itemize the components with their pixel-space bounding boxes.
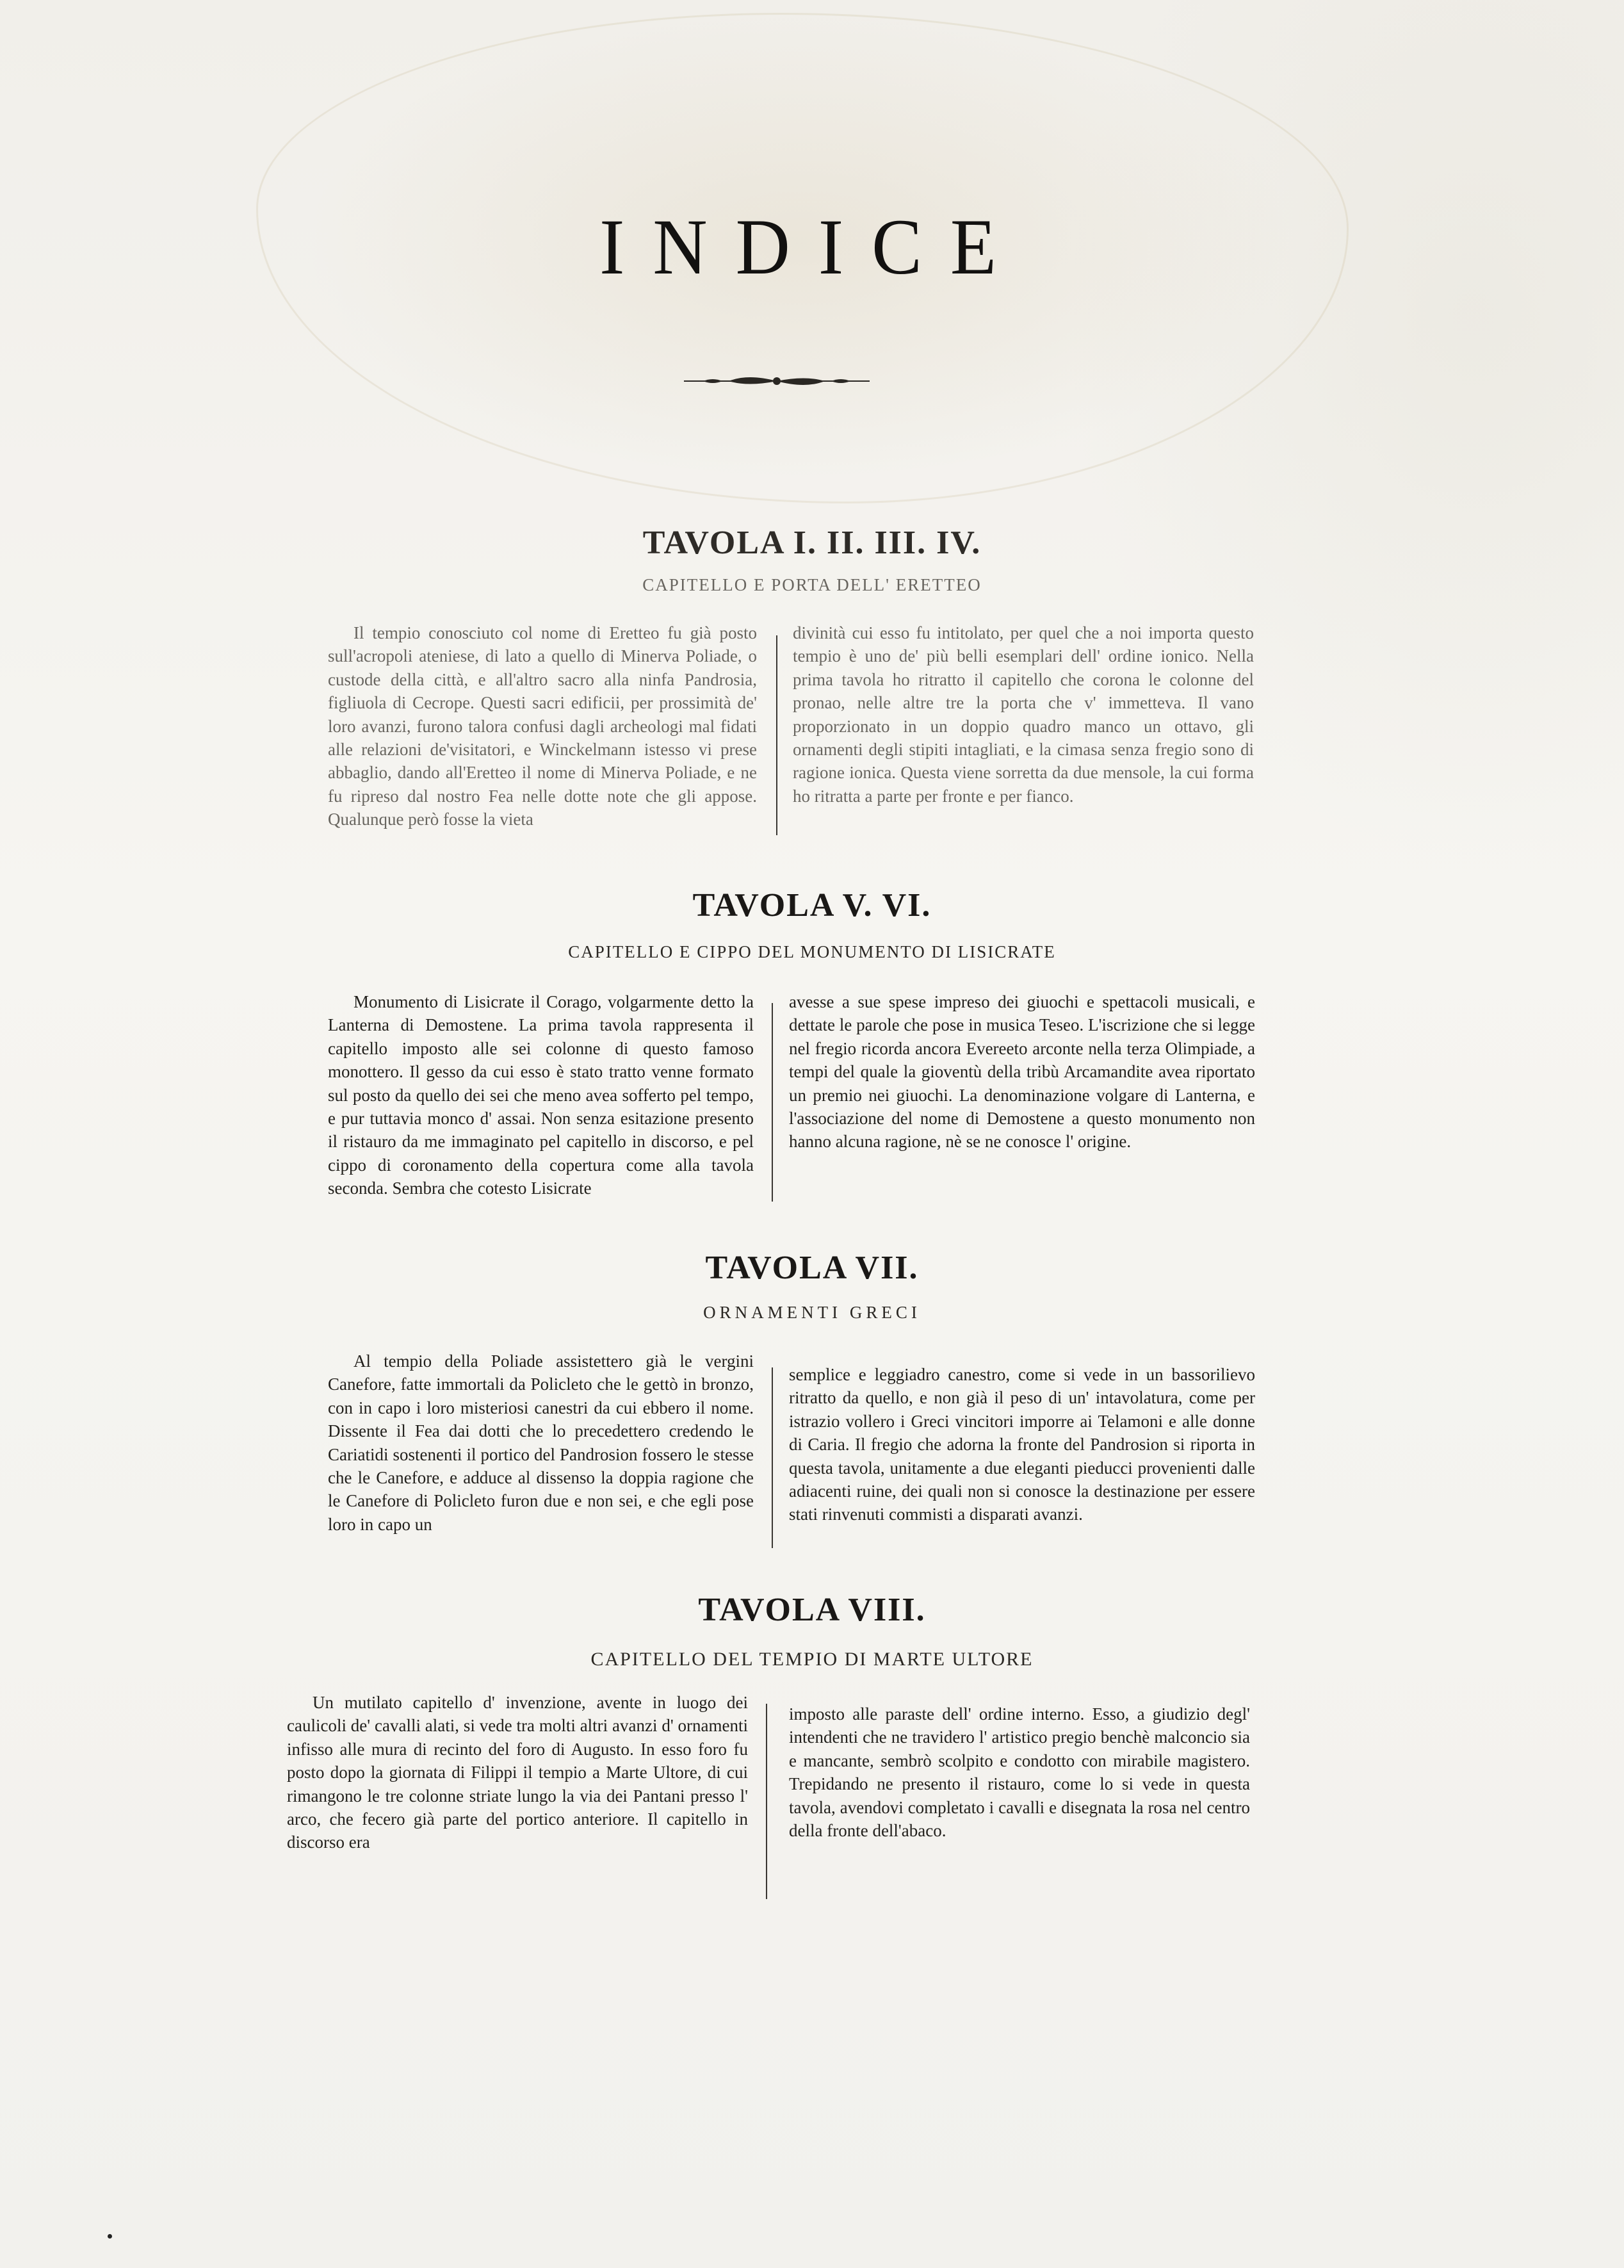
section-heading: TAVOLA V. VI. <box>692 887 932 924</box>
section-subtitle: ORNAMENTI GRECI <box>703 1303 921 1322</box>
ink-dot <box>108 2234 112 2239</box>
column-divider <box>772 1003 773 1202</box>
column-divider <box>766 1704 767 1899</box>
section-text-left: Monumento di Lisicrate il Corago, volgarmente detto la Lanterna di Demostene. La prima tavola rappresenta il capitello imposto alle sei colonne di questo famoso monottero. Il gesso da cui esso è stato tratto venne formato sul posto da quello dei sei che meno avea sofferto pel tempo, e pur tuttavia monco d' assai. Non senza esitazione presento il ristauro da me immaginato pel capitello in discorso, e pel cippo di coronamento della copertura come alla tavola seconda. Sembra che cotesto Lisicrate <box>328 992 754 1198</box>
section-text-left: Al tempio della Poliade assistettero già le vergini Canefore, fatte immortali da Policleto che le gettò in bronzo, con in capo i loro misteriosi canestri da cui ebbero il nome. Dissente il Fea dai dotti che lo precedettero credendo le Cariatidi sostenenti il portico del Pandrosion fossero le stesse che le Canefore, e adduce al dissenso la doppia ragione che le Canefore di Policleto furon due e non sei, e che egli pose loro in capo un <box>328 1351 754 1534</box>
section-heading: TAVOLA VIII. <box>698 1592 926 1628</box>
section-subtitle: CAPITELLO E PORTA DELL' ERETTEO <box>642 575 982 594</box>
section-subtitle: CAPITELLO E CIPPO DEL MONUMENTO DI LISICRATE <box>568 942 1056 961</box>
column-divider <box>772 1367 773 1548</box>
page-title: INDICE <box>599 202 1025 291</box>
ornamental-rule-icon <box>684 371 870 391</box>
section-heading: TAVOLA VII. <box>705 1250 919 1286</box>
section-text-right: imposto alle paraste dell' ordine interno. Esso, a giudizio degl' intendenti che ne travidero l' artistico pregio benchè malconcio sia e mancante, sembrò scolpito e condotto con mirabile magistero. Trepidando ne presento il ristauro, come lo si vede in questa tavola, avendovi completato i cavalli e disegnata la rosa nel centro della fronte dell'abaco. <box>789 1704 1250 1841</box>
section-text-right: avesse a sue spese impreso dei giuochi e spettacoli musicali, e dettate le parole che pose in musica Teseo. L'iscrizione che si legge nel fregio ricorda ancora Evereeto arconte nella terza Olimpiade, a tempi del quale la gioventù della tribù Arcamandite avea riportato un premio nei giuochi. La denominazione volgare di Lanterna, e l'associazione del nome di Demostene a questo monumento non hanno alcuna ragione, nè se ne conosce l' origine. <box>789 992 1255 1152</box>
section-text-right: divinità cui esso fu intitolato, per quel che a noi importa questo tempio è uno de' più belli esemplari dell' ordine ionico. Nella prima tavola ho ritratto il capitello che corona le colonne del pronao, nelle altre tre la porta che v' immetteva. Il vano proporzionato in un doppio quadro manco un ottavo, gli ornamenti degli stipiti intagliati, e la cimasa senza fregio sono di ragione ionica. Questa viene sorretta da due mensole, la cui forma ho ritratta a parte per fronte e per fianco. <box>793 623 1254 806</box>
section-heading: TAVOLA I. II. III. IV. <box>642 525 982 561</box>
section-text-left: Il tempio conosciuto col nome di Eretteo fu già posto sull'acropoli ateniese, di lato a quello di Minerva Poliade, o custode della città, e all'altro sacro alla ninfa Pandrosia, figliuola di Cecrope. Questi sacri edificii, per prossimità de' loro avanzi, furono talora confusi dagli archeologi mal fidati alle relazioni de'visitatori, e Winckelmann istesso vi prese abbaglio, dando all'Eretteo il nome di Minerva Poliade, e ne fu ripreso dal nostro Fea nelle dotte note che gli appose. Qualunque però fosse la vieta <box>328 623 757 829</box>
section-text-right: semplice e leggiadro canestro, come si vede in un bassorilievo ritratto da quello, e non già il peso di un' intavolatura, come per istrazio vollero i Greci vincitori imporre ai Telamoni e alle donne di Caria. Il fregio che adorna la fronte del Pandrosion si riporta in questa tavola, unitamente a due eleganti pieducci provenienti dalle adiacenti ruine, dei quali non si conosce la destinazione per essere stati rinvenuti commisti a disparati avanzi. <box>789 1365 1255 1524</box>
section-text-left: Un mutilato capitello d' invenzione, avente in luogo dei caulicoli de' cavalli alati, si vede tra molti altri avanzi d' ornamenti infisso alle mura di recinto del foro di Augusto. In esso foro fu posto dopo la giornata di Filippi il tempio a Marte Ultore, di cui rimangono le tre colonne striate lungo la via dei Pantani presso l' arco, che fecero già parte del portico anteriore. Il capitello in discorso era <box>287 1693 748 1852</box>
column-divider <box>776 635 777 835</box>
section-subtitle: CAPITELLO DEL TEMPIO DI MARTE ULTORE <box>590 1649 1034 1670</box>
